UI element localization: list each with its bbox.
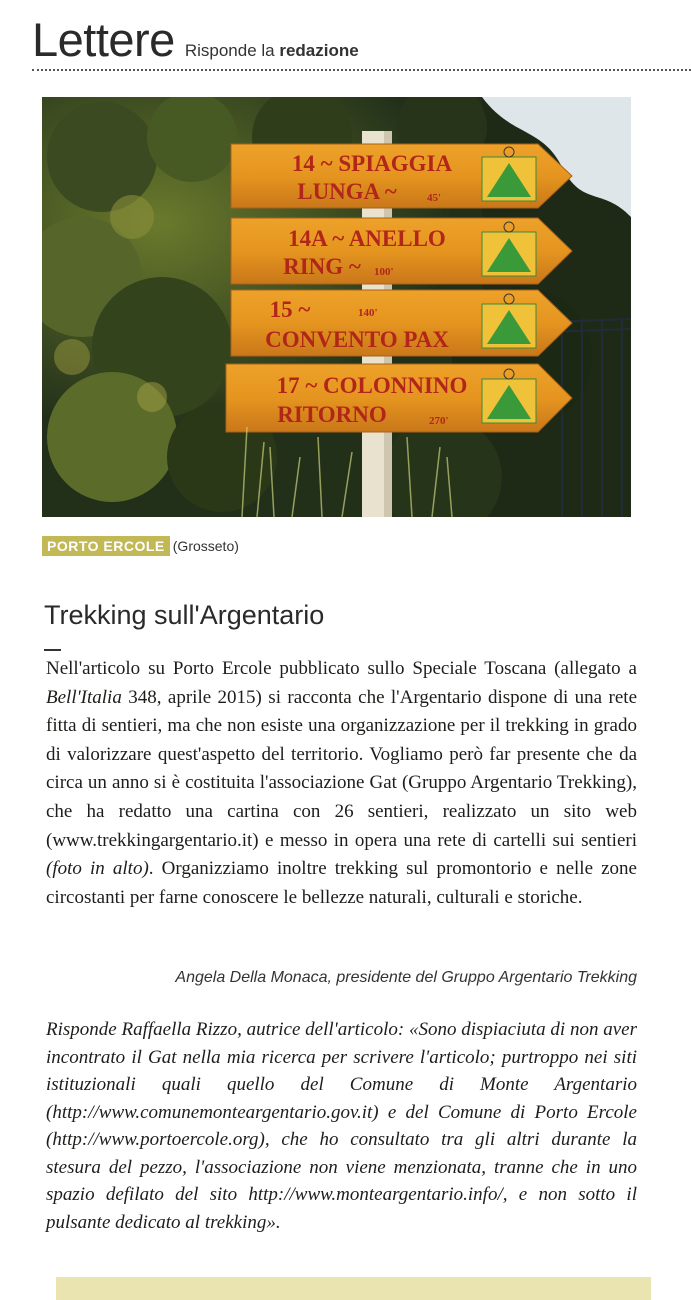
sign-1-line2: LUNGA ~ — [297, 179, 397, 204]
section-subtitle — [185, 41, 359, 60]
sign-3-line1: 15 ~ — [269, 297, 311, 322]
trail-sign-1 — [231, 144, 572, 208]
sign-2-line1: 14A ~ ANELLO — [288, 226, 446, 251]
title-rule — [44, 649, 61, 651]
sign-4-minutes: 270' — [429, 415, 449, 427]
body-part2: 348, aprile 2015) si racconta che l'Argentario dispone di una rete fitta di sentieri, ma che non esiste una organizzazione per il trekking in grado di valorizzare quest'aspetto del territorio. Vogliamo però far presente che da circa un anno si è costituita l'associazione Gat (Gruppo Argentario Trekking), che ha redatto una cartina con 26 sentieri, realizzato un sito web (www.trekkingargentario.it) e messo in opera una rete di cartelli sui sentieri — [46, 686, 637, 851]
letter-signature: Angela Della Monaca, presidente del Gruppo Argentario Trekking — [175, 969, 637, 986]
photo-trail-signs — [42, 97, 631, 517]
article-paragraph — [46, 655, 637, 912]
body-part3: . Organizziamo inoltre trekking sul promontorio e nelle zone circostanti per farne conoscere le bellezze naturali, culturali e storiche. — [46, 858, 637, 908]
subtitle-prefix: Risponde la — [184, 41, 275, 60]
sign-3-minutes: 140' — [358, 307, 378, 319]
section-header — [32, 12, 359, 67]
sign-4-line1: 17 ~ COLONNINO — [276, 373, 468, 398]
footer-band — [56, 1277, 651, 1300]
sign-1-minutes: 45' — [427, 192, 442, 204]
sign-1-line1: 14 ~ SPIAGGIA — [291, 151, 453, 176]
body-part1: Nell'articolo su Porto Ercole pubblicato sullo Speciale Toscana (allegato a — [46, 658, 637, 679]
caption-place: PORTO ERCOLE — [42, 536, 170, 556]
section-title: Lettere — [32, 13, 175, 66]
editor-reply — [46, 1016, 637, 1236]
magazine-name: Bell'Italia — [46, 686, 122, 708]
article-title: Trekking sull'Argentario — [44, 600, 325, 630]
article-body — [46, 655, 637, 912]
header-divider — [32, 69, 691, 71]
subtitle-bold: redazione — [279, 41, 359, 60]
photo-illustration — [42, 97, 631, 517]
trail-sign-3 — [231, 290, 572, 356]
sign-3-line2: CONVENTO PAX — [265, 327, 449, 352]
photo-caption — [42, 536, 239, 556]
trail-sign-4 — [226, 364, 572, 432]
caption-province: (Grosseto) — [172, 538, 239, 554]
trail-sign-2 — [231, 218, 572, 284]
sign-2-minutes: 100' — [374, 266, 394, 278]
reply-text: Risponde Raffaella Rizzo, autrice dell'articolo: «Sono dispiaciuta di non aver incontrato il Gat nella mia ricerca per scrivere l'articolo; purtroppo nei siti istituzionali quali quello del Comune di Monte Argentario (http://www.comunemonteargentario.gov.it) e del Comune di Porto Ercole (http://www.portoercole.org), che ho consultato tra gli altri durante la stesura del pezzo, l'associazione non viene menzionata, tranne che in uno spazio defilato del sito http://www.monteargentario.info/, e non sotto il pulsante dedicato al trekking». — [46, 1019, 637, 1233]
sign-4-line2: RITORNO — [277, 402, 387, 427]
sign-2-line2: RING ~ — [283, 254, 361, 279]
photo-reference: (foto in alto) — [46, 858, 149, 880]
